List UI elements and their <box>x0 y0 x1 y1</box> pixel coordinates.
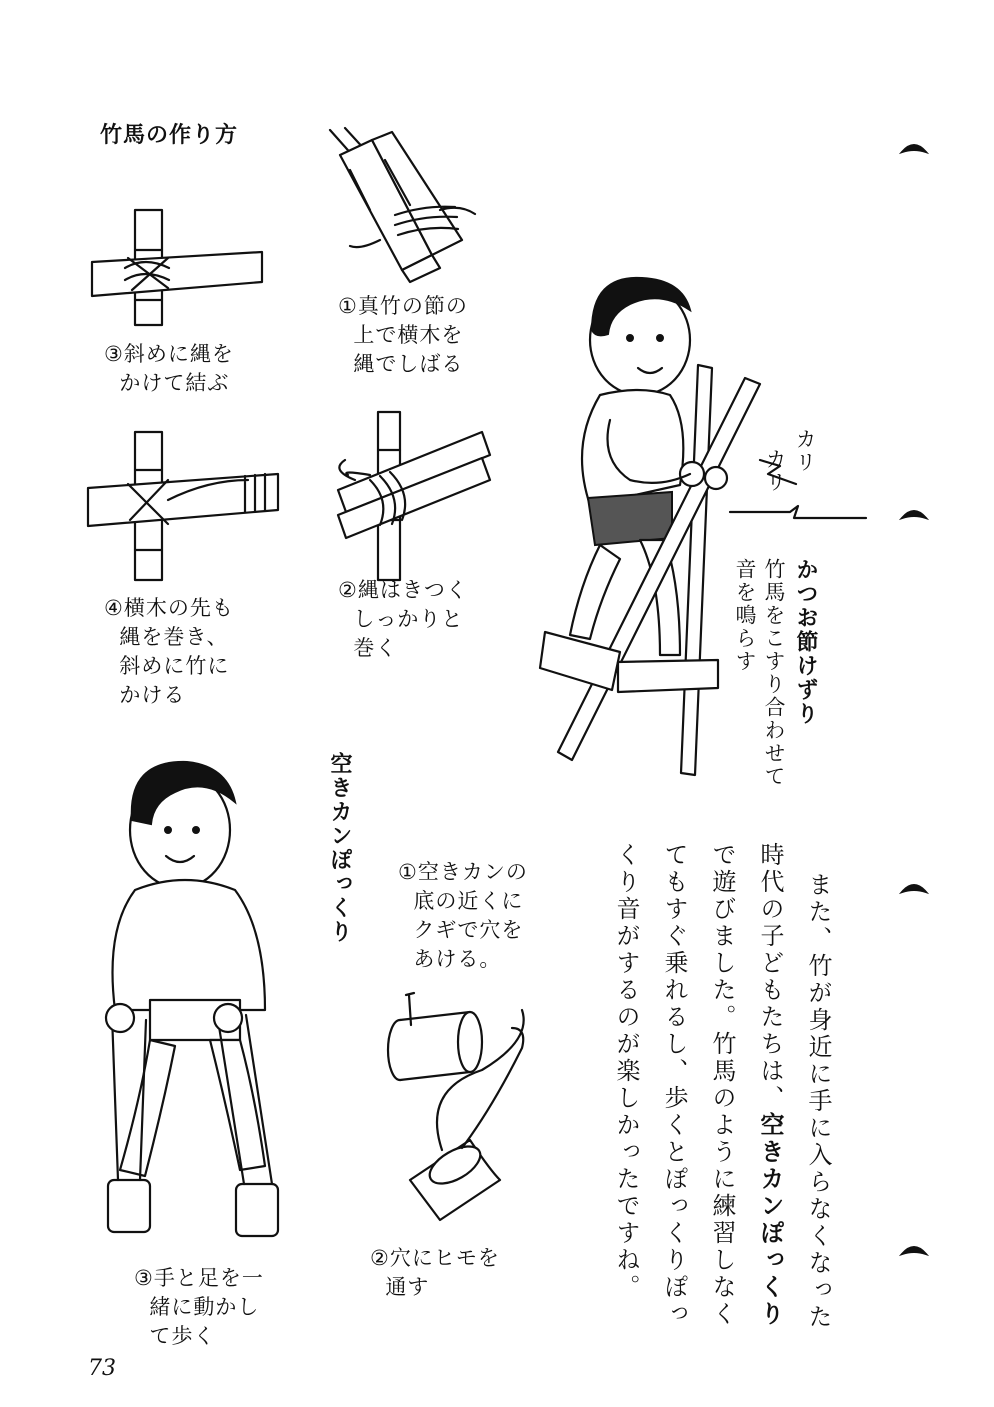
sound-effect-1: カリ <box>793 428 817 474</box>
katsuo-heading: かつお節けずり <box>793 558 818 726</box>
page-title: 竹馬の作り方 <box>100 123 239 148</box>
can-step2-caption: ②穴にヒモを 通す <box>370 1246 500 1299</box>
step2-caption: ②縄はきつく しっかりと 巻く <box>338 578 468 660</box>
body-line-4: てもすぐ乗れるし、歩くとぽっくりぽっ <box>660 842 688 1328</box>
katsuo-caption: 竹馬をこすり合わせて 音を鳴らす <box>733 558 786 788</box>
body-line-2-bold: 空きカンぽっくり <box>756 1112 784 1328</box>
step1-caption: ①真竹の節の 上で横木を 縄でしばる <box>338 294 468 376</box>
can-step1-caption: ①空きカンの 底の近くに クギで穴を あける。 <box>398 860 528 971</box>
body-line-2 <box>748 842 792 1328</box>
can-step3-caption: ③手と足を一 緒に動かし て歩く <box>134 1266 264 1348</box>
body-line-2-text: 時代の子どもたちは、 <box>756 842 784 1112</box>
page-number: 73 <box>88 1356 116 1381</box>
step4-caption: ④横木の先も 縄を巻き、 斜めに竹に かける <box>104 596 234 707</box>
sound-effect-2: カリ <box>763 448 787 494</box>
body-line-3: で遊びました。竹馬のように練習しなく <box>708 842 736 1328</box>
step3-caption: ③斜めに縄を かけて結ぶ <box>104 342 234 395</box>
body-line-1: また、竹が身近に手に入らなくなった <box>804 872 832 1331</box>
body-line-5: くり音がするのが楽しかったですね。 <box>612 842 640 1301</box>
can-heading: 空きカンぽっくり <box>327 752 352 944</box>
